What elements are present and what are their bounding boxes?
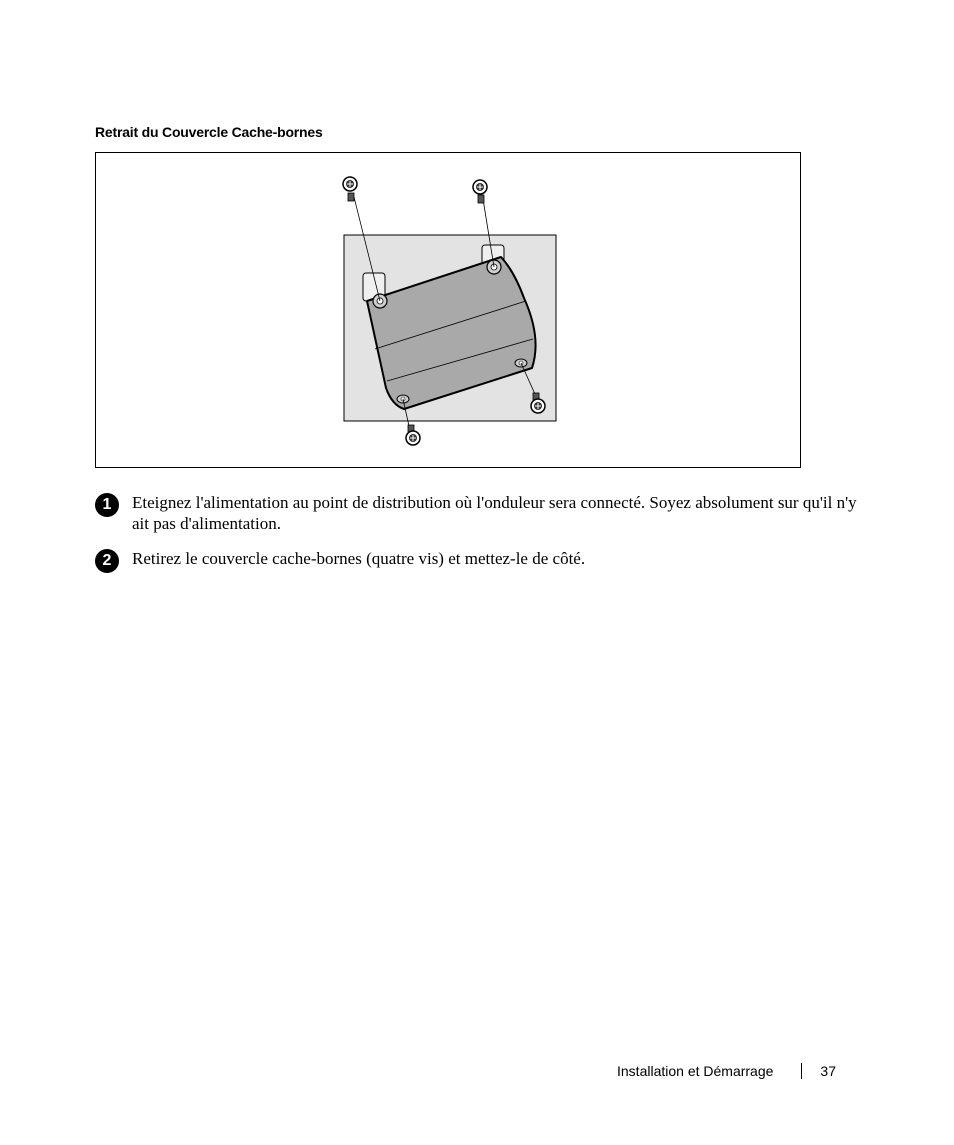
step-text: Eteignez l'alimentation au point de distribution où l'onduleur sera connecté. Soyez absolument sur qu'il n'y ait pas d'alimentation. bbox=[132, 493, 857, 533]
step-number-badge: 1 bbox=[95, 493, 119, 517]
step-text: Retirez le couvercle cache-bornes (quatre vis) et mettez-le de côté. bbox=[132, 549, 586, 568]
figure-illustration bbox=[95, 152, 801, 468]
screw-icon-top-right bbox=[473, 180, 487, 203]
footer-separator bbox=[801, 1063, 802, 1079]
step-number-badge: 2 bbox=[95, 549, 119, 573]
page-footer bbox=[617, 1063, 836, 1079]
footer-section-title: Installation et Démarrage bbox=[617, 1063, 774, 1079]
page-number: 37 bbox=[820, 1063, 836, 1079]
terminal-cover-diagram bbox=[96, 153, 802, 469]
figure-title: Retrait du Couvercle Cache-bornes bbox=[95, 124, 323, 140]
screw-icon-bottom-left bbox=[406, 425, 420, 445]
screw-icon-top-left bbox=[343, 177, 357, 201]
